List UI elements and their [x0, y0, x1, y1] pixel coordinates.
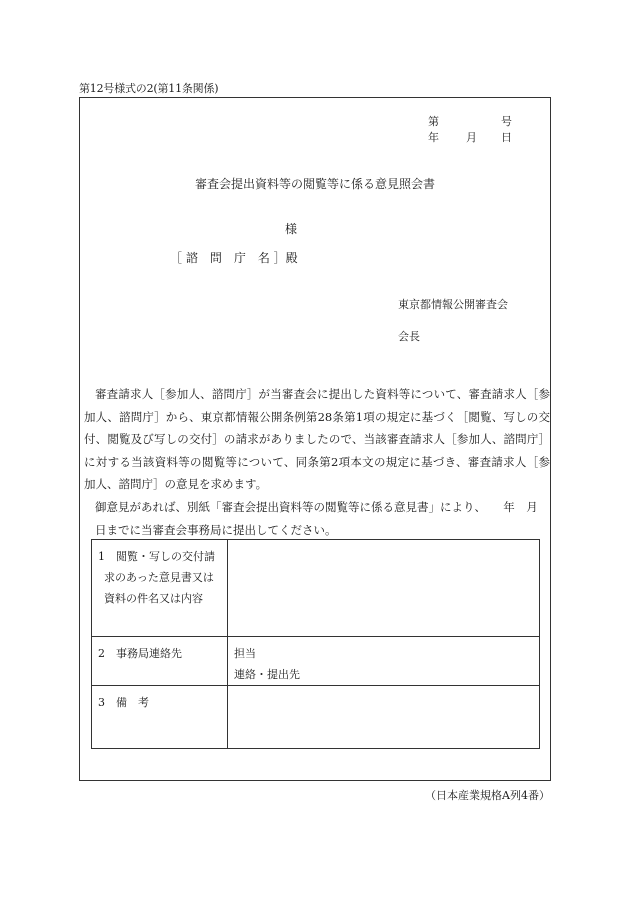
label-remarks: 3 備 考	[98, 696, 149, 709]
date-month: 月	[466, 131, 477, 144]
body-paragraph-1: 審査請求人［参加人、諮問庁］が当審査会に提出した資料等について、審査請求人［参加人、諮問庁］から、東京都情報公開条例第28条第1項の規定に基づく［閲覧、写しの交付、閲覧及び写しの交付］の請求がありましたので、当該審査請求人［参加人、諮問庁］に対する当該資料等の閲覧等について、同条第2項本文の規定に基づき、審査請求人［参加人、諮問庁］の意見を求めます。	[84, 387, 550, 492]
sender-organization: 東京都情報公開審査会	[398, 298, 508, 311]
table-row	[92, 686, 540, 749]
form-number-label: 第12号様式の2(第11条関係)	[79, 82, 219, 95]
remarks-value	[228, 686, 540, 749]
date-day: 日	[501, 131, 512, 144]
sender-title: 会長	[398, 330, 420, 343]
contact-person: 担当	[234, 647, 256, 660]
paper-size-note: （日本産業規格A列4番）	[425, 789, 550, 802]
addressee-sama: 様	[285, 222, 298, 236]
table-label-cell	[92, 540, 228, 637]
contact-value-cell	[228, 637, 540, 686]
table-label-cell	[92, 686, 228, 749]
label-request-content-line3: 資料の件名又は内容	[104, 592, 203, 605]
document-title: 審査会提出資料等の閲覧等に係る意見照会書	[194, 177, 435, 191]
table-row	[92, 637, 540, 686]
info-table	[91, 539, 540, 749]
label-request-content-line2: 求のあった意見書又は	[104, 571, 214, 584]
contact-submission: 連絡・提出先	[234, 668, 300, 681]
label-contact: 2 事務局連絡先	[98, 647, 182, 660]
number-suffix: 号	[501, 115, 512, 128]
addressee-agency: ［ 諮 問 庁 名 ］殿	[170, 251, 298, 265]
table-row	[92, 540, 540, 637]
body-paragraph-2: 御意見があれば、別紙「審査会提出資料等の閲覧等に係る意見書」により、 年 月 日までに当審査会事務局に提出してください。	[95, 499, 561, 537]
body-text	[84, 383, 561, 541]
number-prefix: 第	[428, 115, 439, 128]
date-year: 年	[428, 131, 439, 144]
table-label-cell	[92, 637, 228, 686]
request-content-value	[228, 540, 540, 637]
label-request-content-line1: 1 閲覧・写しの交付請	[98, 550, 215, 563]
